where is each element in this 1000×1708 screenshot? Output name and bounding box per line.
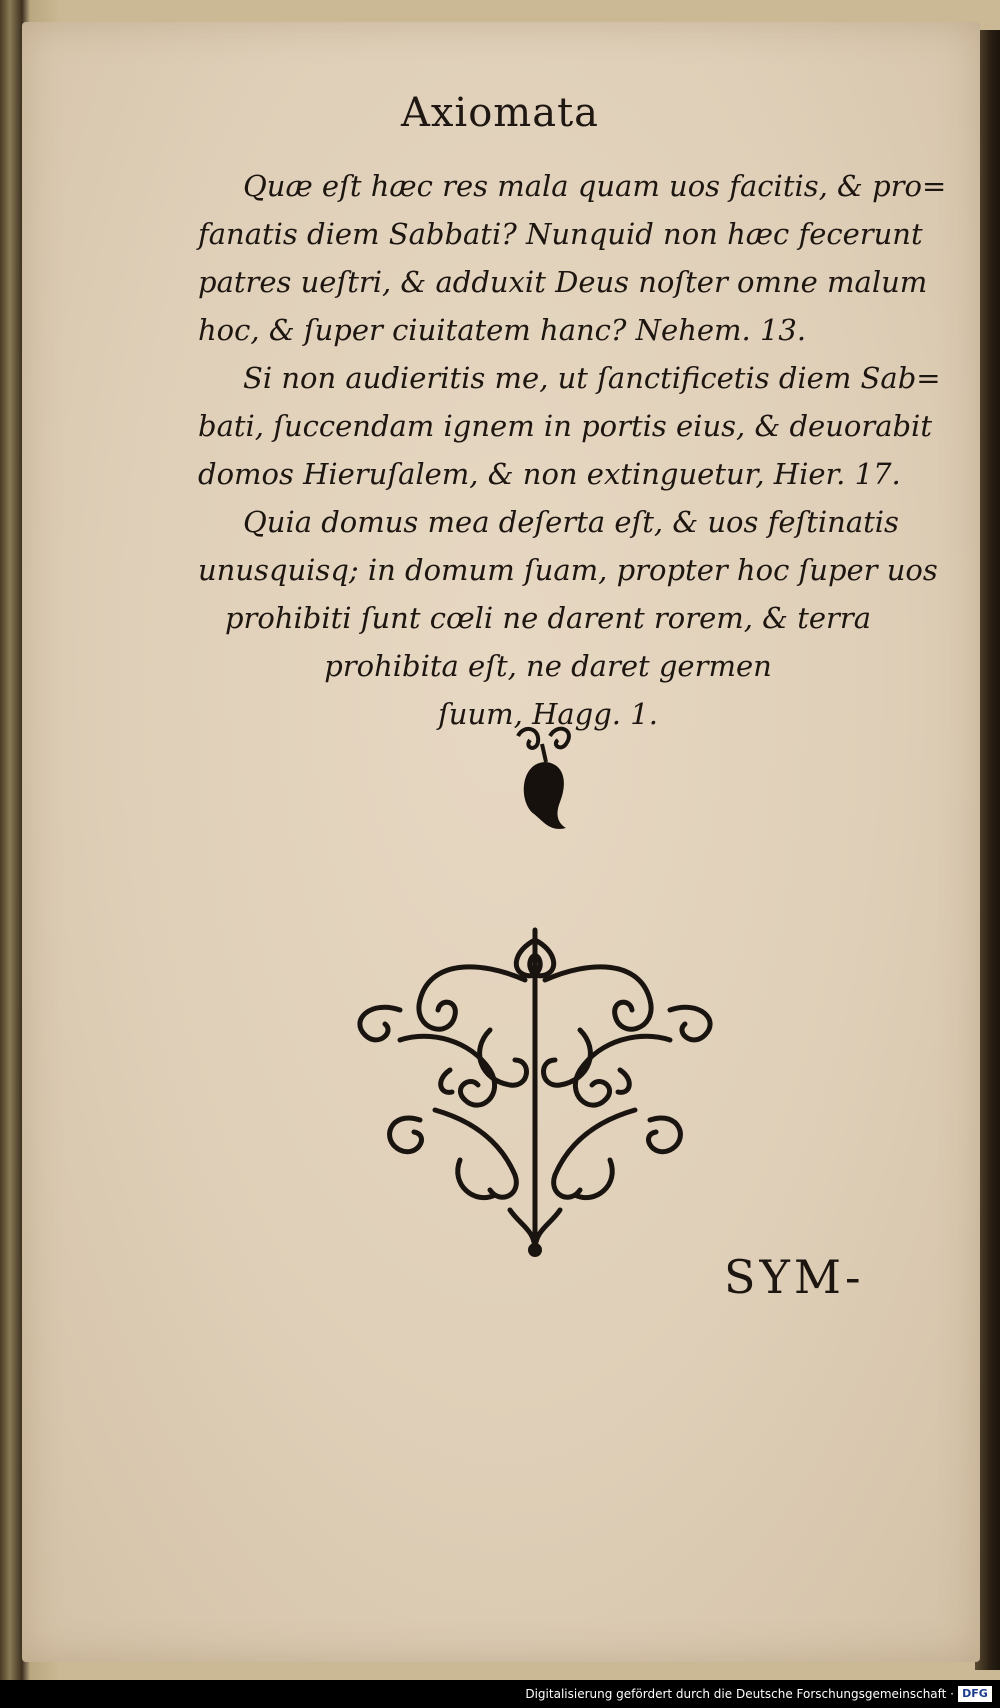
text-line: ſuum, Hagg. 1. [438,697,658,731]
leaf-ornament-icon [510,722,580,842]
text-line: Quæ eſt hæc res mala quam uos facitis, & pro= [243,169,947,203]
running-head: Axiomata [400,90,600,136]
fleuron-ornament-icon [340,920,730,1260]
text-line: hoc, & ſuper ciuitatem hanc? Nehem. 13. [198,313,807,347]
text-line: prohibita eſt, ne daret germen [324,649,772,683]
footer-bar [0,1680,1000,1708]
text-line: Quia domus mea deſerta eſt, & uos feſtinatis [243,505,899,539]
text-line: Si non audieritis me, ut ſanctificetis diem Sab= [243,361,941,395]
text-line: fanatis diem Sabbati? Nunquid non hæc fecerunt [198,217,923,251]
text-line: unusquisq; in domum ſuam, propter hoc ſuper uos [198,553,938,587]
body-text [198,162,947,738]
text-line: prohibiti ſunt cœli ne darent rorem, & terra [224,601,872,635]
funding-credit: Digitalisierung gefördert durch die Deutsche Forschungsgemeinschaft · [525,1687,954,1701]
dfg-logo[interactable]: DFG [958,1686,992,1702]
catchword: SYM- [724,1250,865,1304]
text-line: patres ueſtri, & adduxit Deus noſter omne malum [198,265,928,299]
text-line: bati, ſuccendam ignem in portis eius, & deuorabit [198,409,932,443]
text-line: domos Hieruſalem, & non extinguetur, Hier. 17. [198,457,901,491]
